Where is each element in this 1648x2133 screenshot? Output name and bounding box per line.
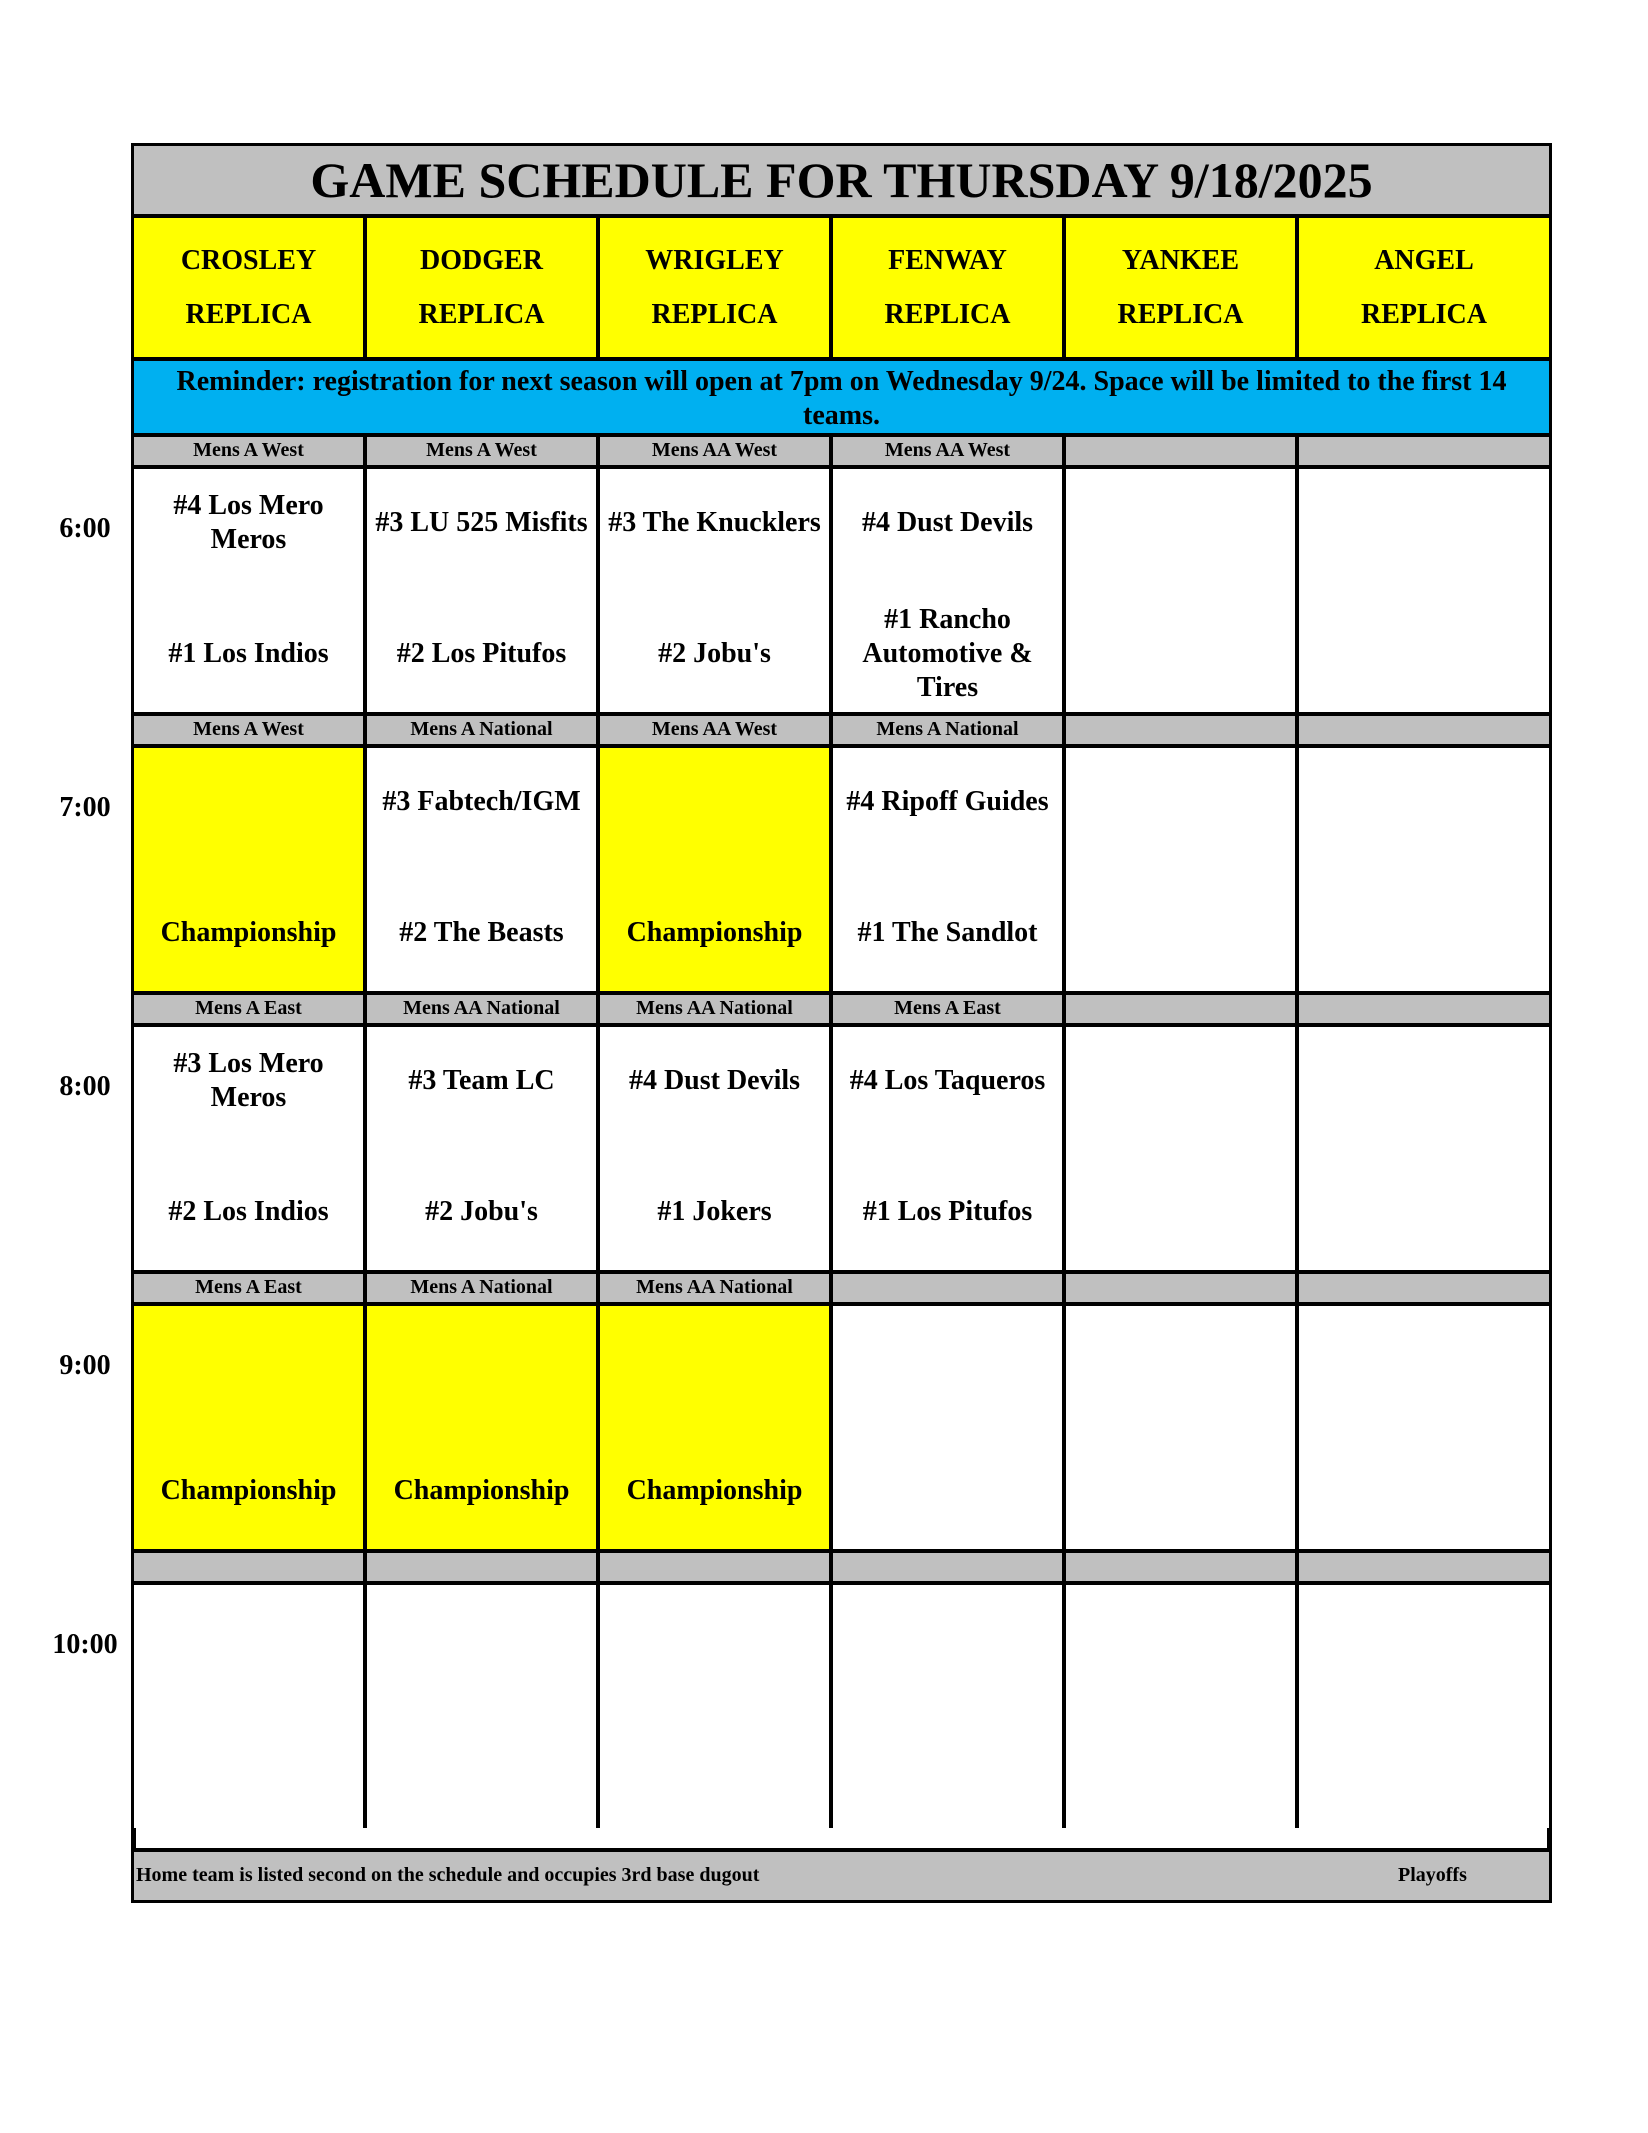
field-name: YANKEE [1121, 244, 1240, 276]
away-team: #3 LU 525 Misfits [375, 507, 588, 538]
field-name: WRIGLEY [645, 244, 784, 276]
division-label: Mens AA West [600, 433, 833, 469]
game-cell [1066, 748, 1299, 991]
home-team: Championship [160, 1475, 337, 1506]
field-name: FENWAY [888, 244, 1007, 276]
division-label: Mens A National [367, 712, 600, 748]
game-cell [367, 748, 600, 991]
division-label [1299, 991, 1549, 1027]
division-label [1066, 433, 1299, 469]
home-team: Championship [160, 917, 337, 948]
division-label: Mens AA National [367, 991, 600, 1027]
away-team [1066, 750, 1295, 854]
game-cell [833, 1027, 1066, 1270]
championship-game-cell [134, 1306, 367, 1549]
home-team: #1 The Sandlot [857, 917, 1038, 948]
home-team: #1 Rancho Automotive & Tires [862, 604, 1033, 703]
game-cell [367, 1027, 600, 1270]
away-team: #3 Los Mero Meros [173, 1048, 324, 1113]
time-label: 9:00 [59, 1350, 111, 1381]
game-cell [367, 1585, 600, 1828]
game-cell [134, 1027, 367, 1270]
away-team [600, 1587, 829, 1691]
division-label: Mens A West [134, 712, 367, 748]
time-label: 8:00 [59, 1071, 111, 1102]
home-team [600, 1714, 829, 1826]
away-team [1066, 1029, 1295, 1133]
division-label [833, 1549, 1066, 1585]
division-label [1066, 991, 1299, 1027]
division-label: Mens A National [367, 1270, 600, 1306]
championship-game-cell [134, 748, 367, 991]
away-team: #3 Team LC [408, 1065, 555, 1096]
away-team [1299, 750, 1549, 854]
division-label [1299, 1549, 1549, 1585]
division-label [134, 1549, 367, 1585]
home-team [1066, 1156, 1295, 1268]
division-label [600, 1549, 833, 1585]
division-label: Mens A East [134, 991, 367, 1027]
division-label [1066, 1549, 1299, 1585]
away-team [600, 750, 829, 854]
home-team: #1 Los Indios [168, 638, 329, 669]
field-type: REPLICA [185, 298, 312, 330]
away-team: #3 The Knucklers [608, 507, 821, 538]
field-header-2 [600, 218, 833, 361]
division-label: Mens A West [367, 433, 600, 469]
home-team [1299, 1435, 1549, 1547]
division-label [1066, 1270, 1299, 1306]
field-type: REPLICA [651, 298, 778, 330]
game-cell [833, 748, 1066, 991]
championship-game-cell [600, 1306, 833, 1549]
away-team [1066, 1308, 1295, 1412]
home-team [1299, 1714, 1549, 1826]
home-team: #1 Los Pitufos [862, 1196, 1033, 1227]
field-header-3 [833, 218, 1066, 361]
game-cell [1299, 1585, 1549, 1828]
field-type: REPLICA [418, 298, 545, 330]
division-label: Mens A National [833, 712, 1066, 748]
game-cell [1299, 1027, 1549, 1270]
home-team [1299, 1156, 1549, 1268]
division-label [833, 1270, 1066, 1306]
schedule-footer [134, 1848, 1549, 1900]
home-team [1066, 1714, 1295, 1826]
away-team [1066, 471, 1295, 575]
game-cell [1066, 1306, 1299, 1549]
away-team: #4 Dust Devils [628, 1065, 801, 1096]
time-label: 6:00 [59, 513, 111, 544]
division-label: Mens AA National [600, 1270, 833, 1306]
away-team: #4 Dust Devils [861, 507, 1034, 538]
division-label: Mens A West [134, 433, 367, 469]
game-cell [833, 1306, 1066, 1549]
division-label: Mens A East [833, 991, 1066, 1027]
field-header-5 [1299, 218, 1549, 361]
field-type: REPLICA [884, 298, 1011, 330]
time-label: 10:00 [52, 1629, 118, 1660]
division-label [1299, 433, 1549, 469]
game-cell [1299, 469, 1549, 712]
away-team [367, 1587, 596, 1691]
field-name: ANGEL [1374, 244, 1474, 276]
home-team: Championship [626, 1475, 803, 1506]
field-header-4 [1066, 218, 1299, 361]
game-cell [600, 1027, 833, 1270]
away-team [367, 1308, 596, 1412]
division-label [1299, 712, 1549, 748]
championship-game-cell [367, 1306, 600, 1549]
game-cell [1066, 1585, 1299, 1828]
game-cell [134, 469, 367, 712]
home-team-note: Home team is listed second on the schedule and occupies 3rd base dugout [136, 1864, 760, 1886]
division-label: Mens AA National [600, 991, 833, 1027]
home-team [1299, 598, 1549, 710]
home-team [1066, 598, 1295, 710]
home-team [134, 1714, 363, 1826]
away-team [134, 750, 363, 854]
game-cell [367, 469, 600, 712]
home-team [833, 1435, 1062, 1547]
playoffs-legend: Playoffs [1398, 1864, 1467, 1886]
home-team: #2 Los Pitufos [396, 638, 567, 669]
home-team [1066, 1435, 1295, 1547]
field-type: REPLICA [1360, 298, 1487, 330]
game-cell [833, 469, 1066, 712]
away-team [600, 1308, 829, 1412]
home-team: #1 Jokers [657, 1196, 772, 1227]
time-label: 7:00 [59, 792, 111, 823]
away-team [1299, 471, 1549, 575]
game-cell [833, 1585, 1066, 1828]
field-header-0 [134, 218, 367, 361]
game-cell [1299, 748, 1549, 991]
home-team [1299, 877, 1549, 989]
away-team: #3 Fabtech/IGM [382, 786, 581, 817]
field-name: DODGER [420, 244, 543, 276]
championship-game-cell [600, 748, 833, 991]
home-team: #2 Jobu's [425, 1196, 538, 1227]
division-label: Mens A East [134, 1270, 367, 1306]
field-name: CROSLEY [180, 244, 317, 276]
game-cell [134, 1585, 367, 1828]
home-team: #2 Los Indios [168, 1196, 329, 1227]
division-label [367, 1549, 600, 1585]
registration-reminder: Reminder: registration for next season will open at 7pm on Wednesday 9/24. Space will be limited to the first 14 teams. [134, 361, 1549, 439]
home-team [367, 1714, 596, 1826]
game-cell [600, 469, 833, 712]
division-label [1066, 712, 1299, 748]
home-team: Championship [393, 1475, 570, 1506]
away-team: #4 Los Mero Meros [173, 490, 324, 555]
game-cell [1066, 469, 1299, 712]
home-team [1066, 877, 1295, 989]
field-type: REPLICA [1117, 298, 1244, 330]
away-team: #4 Los Taqueros [849, 1065, 1046, 1096]
field-header-1 [367, 218, 600, 361]
division-label [1299, 1270, 1549, 1306]
away-team [833, 1308, 1062, 1412]
home-team: Championship [626, 917, 803, 948]
away-team [1299, 1587, 1549, 1691]
away-team: #4 Ripoff Guides [846, 786, 1049, 817]
game-cell [600, 1585, 833, 1828]
away-team [134, 1308, 363, 1412]
division-label: Mens AA West [833, 433, 1066, 469]
home-team: #2 Jobu's [658, 638, 771, 669]
game-cell [1299, 1306, 1549, 1549]
home-team [833, 1714, 1062, 1826]
division-label: Mens AA West [600, 712, 833, 748]
away-team [1066, 1587, 1295, 1691]
home-team: #2 The Beasts [399, 917, 564, 948]
away-team [1299, 1308, 1549, 1412]
schedule-title: GAME SCHEDULE FOR THURSDAY 9/18/2025 [134, 146, 1549, 218]
away-team [134, 1587, 363, 1691]
game-cell [1066, 1027, 1299, 1270]
away-team [1299, 1029, 1549, 1133]
away-team [833, 1587, 1062, 1691]
